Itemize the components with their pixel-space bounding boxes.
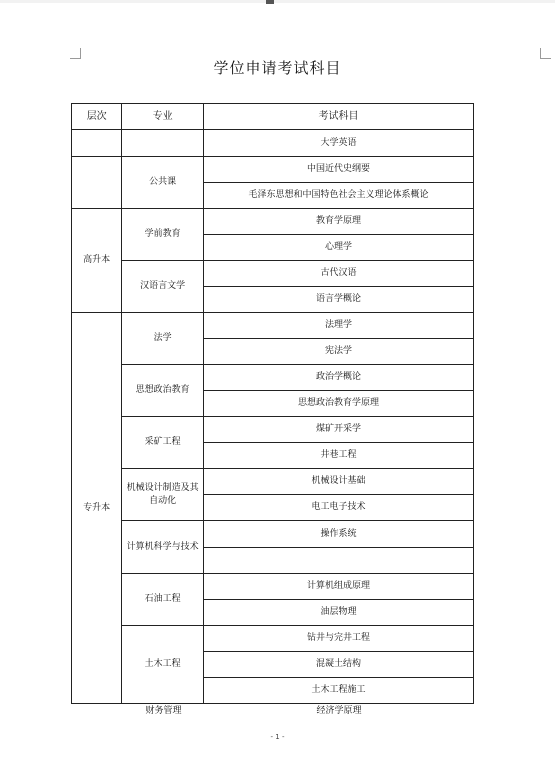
subject-cell: 思想政治教育学原理 xyxy=(203,391,473,417)
subject-cell: 古代汉语 xyxy=(203,261,473,287)
page-top-edge xyxy=(0,0,555,3)
subject-cell: 法理学 xyxy=(203,313,473,339)
table-row xyxy=(72,261,474,287)
exam-subjects-table xyxy=(71,103,474,704)
major-cell: 学前教育 xyxy=(122,209,204,261)
major-cell: 公共课 xyxy=(122,157,204,209)
header-level: 层次 xyxy=(72,104,122,130)
subject-cell: 钻井与完井工程 xyxy=(203,625,473,651)
table-row xyxy=(72,157,474,183)
overflow-major-label: 财务管理 xyxy=(145,706,182,716)
table-row xyxy=(72,625,474,651)
level-cell xyxy=(72,157,122,209)
level-cell: 专升本 xyxy=(72,313,122,704)
overflow-subject-label: 经济学原理 xyxy=(316,706,362,716)
subject-cell: 机械设计基础 xyxy=(203,469,473,495)
header-subject: 考试科目 xyxy=(203,104,473,130)
subject-cell: 井巷工程 xyxy=(203,443,473,469)
table-row xyxy=(72,313,474,339)
major-cell xyxy=(122,130,204,157)
top-tick-mark xyxy=(266,0,274,4)
subject-cell: 混凝土结构 xyxy=(203,651,473,677)
subject-cell: 油层物理 xyxy=(203,599,473,625)
table-row xyxy=(72,365,474,391)
header-major: 专业 xyxy=(122,104,204,130)
subject-cell xyxy=(203,547,473,573)
subject-cell: 政治学概论 xyxy=(203,365,473,391)
subject-cell: 教育学原理 xyxy=(203,209,473,235)
subject-cell: 毛泽东思想和中国特色社会主义理论体系概论 xyxy=(203,183,473,209)
page-title: 学位申请考试科目 xyxy=(213,59,342,77)
subject-cell: 宪法学 xyxy=(203,339,473,365)
major-cell: 计算机科学与技术 xyxy=(122,521,204,573)
table-row xyxy=(72,469,474,495)
table-row xyxy=(72,417,474,443)
major-cell: 机械设计制造及其自动化 xyxy=(122,469,204,521)
major-cell: 思想政治教育 xyxy=(122,365,204,417)
subject-cell: 计算机组成原理 xyxy=(203,573,473,599)
level-cell: 高升本 xyxy=(72,209,122,313)
table-row xyxy=(72,521,474,547)
level-cell xyxy=(72,130,122,157)
major-cell: 土木工程 xyxy=(122,625,204,703)
subject-cell: 语言学概论 xyxy=(203,287,473,313)
major-cell: 法学 xyxy=(122,313,204,365)
subject-cell: 操作系统 xyxy=(203,521,473,547)
page-number: - 1 - xyxy=(270,733,285,741)
subject-cell: 心理学 xyxy=(203,235,473,261)
subject-cell: 煤矿开采学 xyxy=(203,417,473,443)
table-row xyxy=(72,209,474,235)
major-cell: 石油工程 xyxy=(122,573,204,625)
subject-cell: 土木工程施工 xyxy=(203,677,473,703)
major-cell: 汉语言文学 xyxy=(122,261,204,313)
subject-cell: 中国近代史纲要 xyxy=(203,157,473,183)
table-row xyxy=(72,573,474,599)
subject-cell: 大学英语 xyxy=(203,130,473,157)
subject-cell: 电工电子技术 xyxy=(203,495,473,521)
table-row xyxy=(72,130,474,157)
major-cell: 采矿工程 xyxy=(122,417,204,469)
